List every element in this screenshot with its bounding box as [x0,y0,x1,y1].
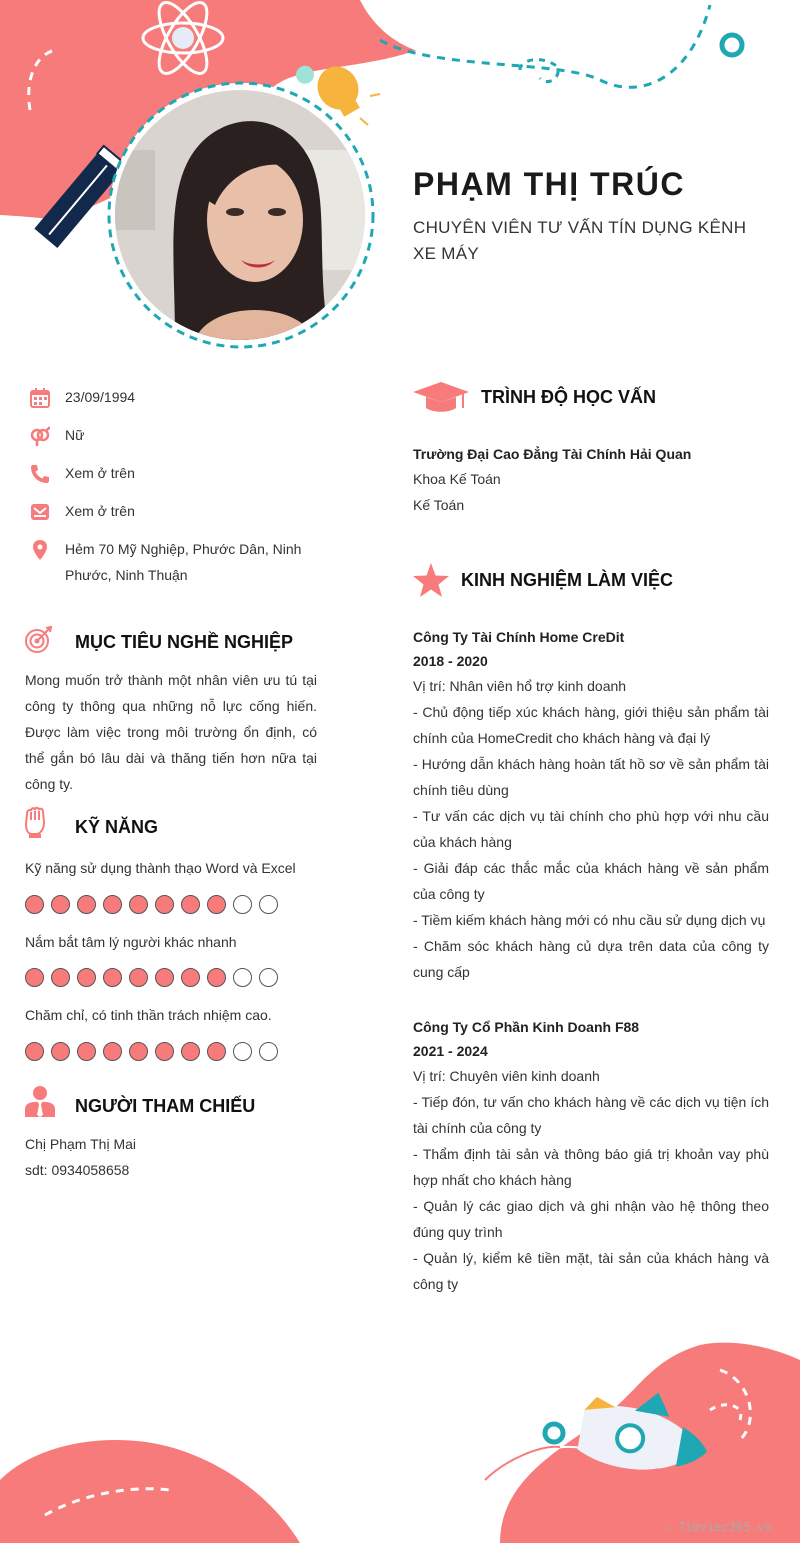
education-faculty: Khoa Kế Toán [413,471,501,487]
skills-title: KỸ NĂNG [75,817,159,837]
rating-dot-filled [25,1042,44,1061]
location-pin-icon [30,540,50,560]
job-2-duty-3: - Quản lý các giao dịch và ghi nhận vào hệ thông theo đúng quy trình [413,1198,769,1240]
rating-dot-filled [129,895,148,914]
fist-icon [24,806,48,838]
job-2-duty-2: - Thẩm định tài sản và thông báo giá trị khoản vay phù hợp nhất cho khách hàng [413,1146,769,1188]
calendar-icon [30,388,50,408]
objective-title: MỤC TIÊU NGHỀ NGHIỆP [75,632,294,652]
phone-icon [30,464,50,484]
job-1-duty-6: - Chăm sóc khách hàng củ dựa trên data của công ty cung cấp [413,938,769,980]
job-2-duty-1: - Tiếp đón, tư vấn cho khách hàng về các dịch vụ tiện ích tài chính của công ty [413,1094,769,1136]
job-2-period: 2021 - 2024 [413,1043,488,1059]
job-1-duty-2: - Hướng dẫn khách hàng hoàn tất hồ sơ về sản phẩm tài chính tiêu dùng [413,756,769,798]
reference-phone: sdt: 0934058658 [25,1162,130,1178]
job-2-duty-4: - Quản lý, kiểm kê tiền mặt, tài sản của khách hàng và công ty [413,1250,769,1292]
job-2-position: Vị trí: Chuyên viên kinh doanh [413,1068,600,1084]
education-major: Kế Toán [413,497,465,513]
skill-rating-2 [25,968,278,987]
email-icon [30,502,50,522]
rating-dot-filled [103,968,122,987]
rating-dot-filled [129,1042,148,1061]
reference-name: Chị Phạm Thị Mai [25,1136,137,1152]
gender-icon [30,426,50,446]
rating-dot-filled [207,968,226,987]
job-title: CHUYÊN VIÊN TƯ VẤN TÍN DỤNG KÊNH XE MÁY [413,218,747,263]
job-1-company: Công Ty Tài Chính Home CreDit [413,629,625,645]
contact-email [30,502,330,524]
email-text[interactable]: Xem ở trên [65,503,135,519]
skill-label-1: Kỹ năng sử dụng thành thạo Word và Excel [25,860,296,876]
skill-rating-1 [25,895,278,914]
target-icon [24,625,54,655]
rating-dot-filled [25,895,44,914]
skill-rating-3 [25,1042,278,1061]
job-1-position: Vị trí: Nhân viên hổ trợ kinh doanh [413,678,627,694]
rating-dot-filled [51,968,70,987]
skill-label-3: Chăm chỉ, có tinh thần trách nhiệm cao. [25,1007,272,1023]
rating-dot-filled [77,968,96,987]
rating-dot-filled [181,968,200,987]
job-2 [413,1015,769,1297]
rating-dot-empty [259,968,278,987]
job-1-period: 2018 - 2020 [413,653,488,669]
profile-photo [115,90,365,340]
rating-dot-filled [51,895,70,914]
contact-address [30,540,330,588]
rating-dot-filled [181,895,200,914]
rating-dot-filled [103,895,122,914]
rating-dot-filled [77,1042,96,1061]
phone-text[interactable]: Xem ở trên [65,465,135,481]
education-school: Trường Đại Cao Đẳng Tài Chính Hải Quan [413,446,692,462]
graduation-cap-icon [413,380,469,414]
job-1-duty-5: - Tiềm kiếm khách hàng mới có nhu cầu sử dụng dịch vụ [413,912,766,928]
education-title: TRÌNH ĐỘ HỌC VẤN [481,387,656,407]
job-1-duty-3: - Tư vấn các dịch vụ tài chính cho phù hợp với nhu cầu của khách hàng [413,808,769,850]
job-1 [413,625,769,985]
gender-text: Nữ [65,427,85,443]
rating-dot-filled [155,1042,174,1061]
job-2-company: Công Ty Cổ Phần Kinh Doanh F88 [413,1019,640,1035]
rating-dot-filled [25,968,44,987]
rating-dot-filled [103,1042,122,1061]
address-text: Hẻm 70 Mỹ Nghiệp, Phước Dân, Ninh Phước, Ninh Thuận [65,541,302,583]
full-name: PHẠM THỊ TRÚC [413,166,685,202]
birthday-text: 23/09/1994 [65,389,136,405]
rating-dot-filled [155,895,174,914]
rating-dot-empty [233,968,252,987]
contact-phone [30,464,330,486]
skill-label-2: Nắm bắt tâm lý người khác nhanh [25,934,237,950]
contact-gender [30,426,330,448]
rating-dot-filled [207,1042,226,1061]
rating-dot-filled [181,1042,200,1061]
rating-dot-empty [259,1042,278,1061]
experience-title: KINH NGHIỆM LÀM VIỆC [461,570,674,590]
reference-title: NGƯỜI THAM CHIẾU [75,1096,256,1116]
avatar [115,90,365,340]
rating-dot-filled [207,895,226,914]
star-icon [413,563,449,597]
contact-birthday [30,388,330,410]
rating-dot-empty [233,895,252,914]
watermark: ∴ Timviec365.vn [663,1520,772,1534]
job-1-duty-1: - Chủ động tiếp xúc khách hàng, giới thiệu sản phẩm tài chính của HomeCredit cho khách hàng và đại lý [413,704,769,746]
rating-dot-filled [129,968,148,987]
rating-dot-empty [259,895,278,914]
rating-dot-filled [155,968,174,987]
rating-dot-filled [51,1042,70,1061]
objective-text: Mong muốn trở thành một nhân viên ưu tú tại công ty thông qua những nỗ lực cống hiến. Được làm việc trong môi trường ổn định, có thể gắn bó lâu dài và thăng tiến hơn nữa tại công ty. [25,672,317,792]
job-1-duty-4: - Giải đáp các thắc mắc của khách hàng về sản phẩm của công ty [413,860,769,902]
rating-dot-empty [233,1042,252,1061]
person-icon [25,1085,55,1117]
rating-dot-filled [77,895,96,914]
